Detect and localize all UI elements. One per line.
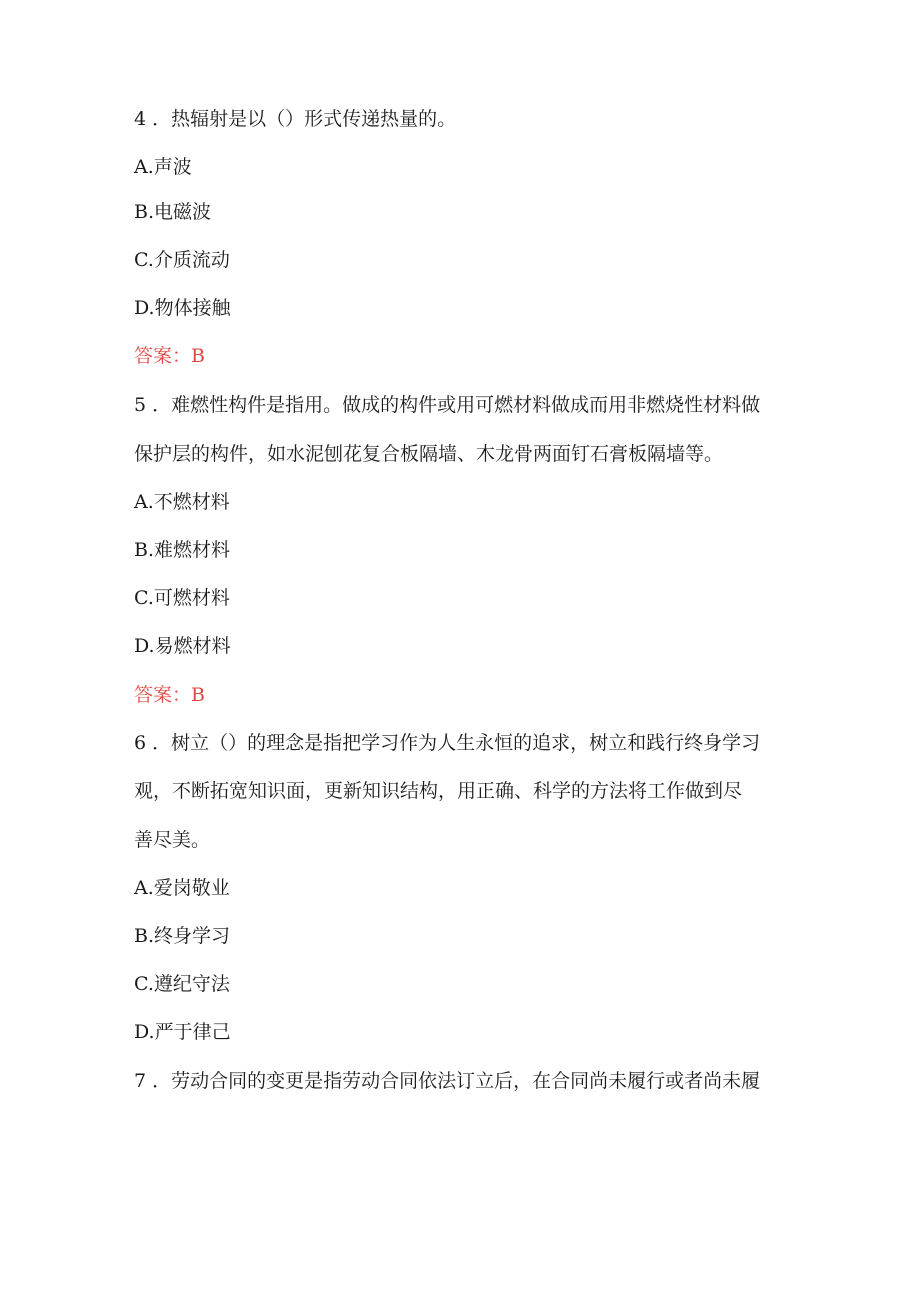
question-5-option-a: A.不燃材料 — [134, 491, 230, 513]
question-6-stem-line-3: 善尽美。 — [134, 829, 211, 851]
question-6-option-b: B.终身学习 — [134, 925, 231, 947]
question-5-stem-line-1: 5 ．难燃性构件是指用。做成的构件或用可燃材料做成而用非燃烧性材料做 — [134, 394, 761, 416]
question-4-answer: 答案：B — [134, 345, 205, 367]
question-5-answer: 答案：B — [134, 684, 205, 706]
question-7-stem-line-1: 7 ．劳动合同的变更是指劳动合同依法订立后，在合同尚未履行或者尚未履 — [134, 1070, 761, 1092]
question-5-option-b: B.难燃材料 — [134, 539, 231, 561]
question-4-stem: 4 ．热辐射是以（）形式传递热量的。 — [134, 108, 457, 130]
question-4-option-d: D.物体接触 — [134, 297, 231, 319]
question-6-option-a: A.爱岗敬业 — [134, 877, 230, 899]
question-4-option-c: C.介质流动 — [134, 249, 230, 271]
question-4-option-b: B.电磁波 — [134, 201, 212, 223]
question-6-option-c: C.遵纪守法 — [134, 973, 230, 995]
question-5-stem-line-2: 保护层的构件，如水泥刨花复合板隔墙、木龙骨两面钉石膏板隔墙等。 — [134, 443, 724, 465]
question-5-option-d: D.易燃材料 — [134, 635, 231, 657]
question-5-option-c: C.可燃材料 — [134, 587, 230, 609]
question-6-stem-line-1: 6 ．树立（）的理念是指把学习作为人生永恒的追求，树立和践行终身学习 — [134, 732, 761, 754]
question-6-stem-line-2: 观，不断拓宽知识面，更新知识结构，用正确、科学的方法将工作做到尽 — [134, 780, 743, 802]
question-4-option-a: A.声波 — [134, 156, 192, 178]
question-6-option-d: D.严于律己 — [134, 1021, 231, 1043]
